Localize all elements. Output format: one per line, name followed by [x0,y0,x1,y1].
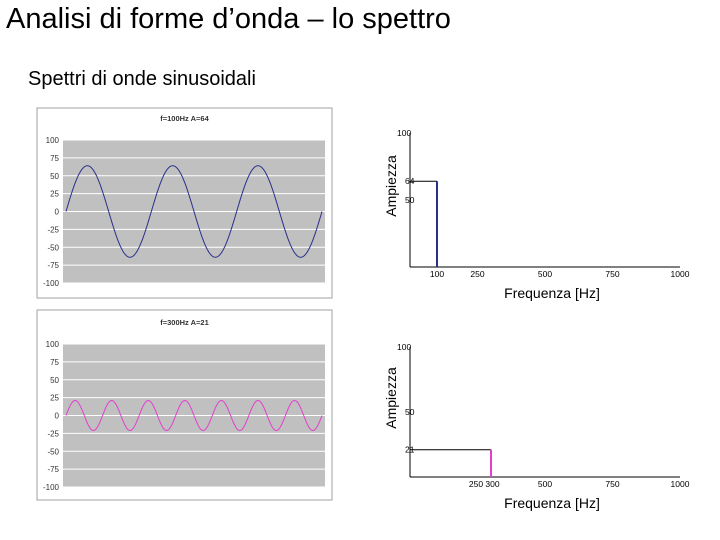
y-tick-label: -50 [47,243,59,253]
spectrum-x-tick: 1000 [670,479,690,489]
y-tick-label: 0 [54,411,59,421]
spectrum-x-tick: 100 [429,269,445,279]
spectrum-y-tick: 50 [405,407,415,417]
spectrum-x-tick: 250 [470,269,485,279]
spectrum-x-tick: 750 [605,479,620,489]
slide-title: Analisi di forme d’onda – lo spettro [6,3,451,35]
spectrum-x-tick: 1000 [670,269,690,279]
spectrum-x-tick: 250 300 [468,479,500,489]
spectrum-y-tick: 100 [397,128,412,138]
y-tick-label: 100 [45,340,59,349]
y-tick-label: 25 [50,393,59,403]
y-tick-label: 25 [50,189,59,199]
y-tick-label: 50 [50,171,59,181]
y-tick-label: -25 [47,225,59,235]
spectrum-x-tick: 500 [537,269,553,279]
x-axis-label: Frequenza [Hz] [504,285,600,301]
waveform-title: f=100Hz A=64 [160,114,209,123]
y-tick-label: -75 [47,261,59,271]
y-tick-label: -50 [47,447,59,457]
x-axis-label: Frequenza [Hz] [504,495,600,511]
slide-subtitle: Spettri di onde sinusoidali [28,68,256,90]
spectrum-x-tick: 750 [605,269,620,279]
y-axis-label: Ampiezza [383,155,399,217]
y-tick-label: 75 [50,153,59,163]
y-tick-label: 75 [50,357,59,367]
spectrum-y-tick: 50 [405,195,415,205]
y-tick-label: -100 [42,483,59,492]
y-axis-label: Ampiezza [383,367,399,429]
spectrum-x-tick: 500 [537,479,553,489]
y-tick-label: -75 [47,465,59,475]
spectrum-y-tick: 100 [397,342,412,352]
waveform-title: f=300Hz A=21 [160,318,209,327]
y-tick-label: -25 [47,429,59,439]
spectrum-y-tick: 64 [405,176,415,187]
y-tick-label: 100 [45,136,59,145]
y-tick-label: -100 [42,279,59,288]
y-tick-label: 50 [50,375,59,385]
spectrum-y-tick: 21 [405,444,415,455]
y-tick-label: 0 [54,207,59,217]
